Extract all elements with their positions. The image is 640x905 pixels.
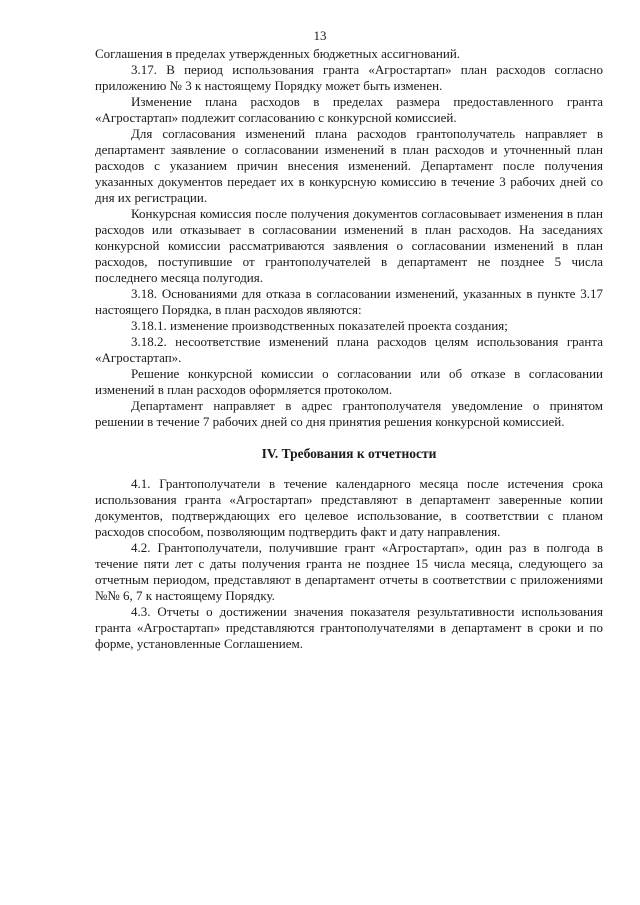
paragraph-approval-procedure: Для согласования изменений плана расходов грантополучатель направляет в департамент заявление о согласовании изменений в план расходов и уточненный план расходов с указанием причин внесения изменений. Департамент после получения указанных документов передает их в конкурсную комиссию в течение 3 рабочих дней со дня их регистрации. [95, 126, 603, 205]
document-body [95, 46, 603, 652]
paragraph-3-18-1: 3.18.1. изменение производственных показателей проекта создания; [131, 318, 508, 333]
paragraph-decision: Решение конкурсной комиссии о согласовании или об отказе в согласовании изменений в план расходов оформляется протоколом. [95, 366, 603, 397]
page-number: 13 [313, 28, 327, 43]
paragraph-notification: Департамент направляет в адрес грантополучателя уведомление о принятом решении в течение 7 рабочих дней со дня принятия решения конкурсной комиссией. [95, 398, 603, 429]
paragraph-plan-change: Изменение плана расходов в пределах размера предоставленного гранта «Агростартап» подлежит согласованию с конкурсной комиссией. [95, 94, 603, 125]
paragraph-continuation: Соглашения в пределах утвержденных бюджетных ассигнований. [95, 46, 461, 61]
paragraph-3-17: 3.17. В период использования гранта «Агростартап» план расходов согласно приложению № 3 к настоящему Порядку может быть изменен. [95, 62, 603, 93]
section-heading: IV. Требования к отчетности [261, 446, 437, 461]
paragraph-3-18: 3.18. Основаниями для отказа в согласовании изменений, указанных в пункте 3.17 настоящего Порядка, в план расходов являются: [95, 286, 603, 317]
paragraph-4-3: 4.3. Отчеты о достижении значения показателя результативности использования гранта «Агростартап» представляются грантополучателями в департамент в сроки и по форме, установленные Соглашением. [95, 604, 603, 651]
paragraph-commission: Конкурсная комиссия после получения документов согласовывает изменения в план расходов или отказывает в согласовании изменений в план расходов. На заседаниях конкурсной комиссии рассматриваются заявления о согласовании изменений в план расходов, поступившие от грантополучателей в департамент не позднее 5 числа последнего месяца полугодия. [95, 206, 603, 285]
paragraph-4-2: 4.2. Грантополучатели, получившие грант «Агростартап», один раз в полгода в течение пяти лет с даты получения гранта не позднее 15 числа месяца, следующего за отчетным периодом, представляют в департамент отчеты в соответствии с приложениями №№ 6, 7 к настоящему Порядку. [95, 540, 603, 603]
paragraph-3-18-2: 3.18.2. несоответствие изменений плана расходов целям использования гранта «Агростартап». [95, 334, 603, 365]
paragraph-4-1: 4.1. Грантополучатели в течение календарного месяца после истечения срока использования гранта «Агростартап» представляют в департамент заверенные копии документов, подтверждающих его целевое использование, в соответствии с планом расходов способом, позволяющим подтвердить факт и дату направления. [95, 476, 603, 539]
